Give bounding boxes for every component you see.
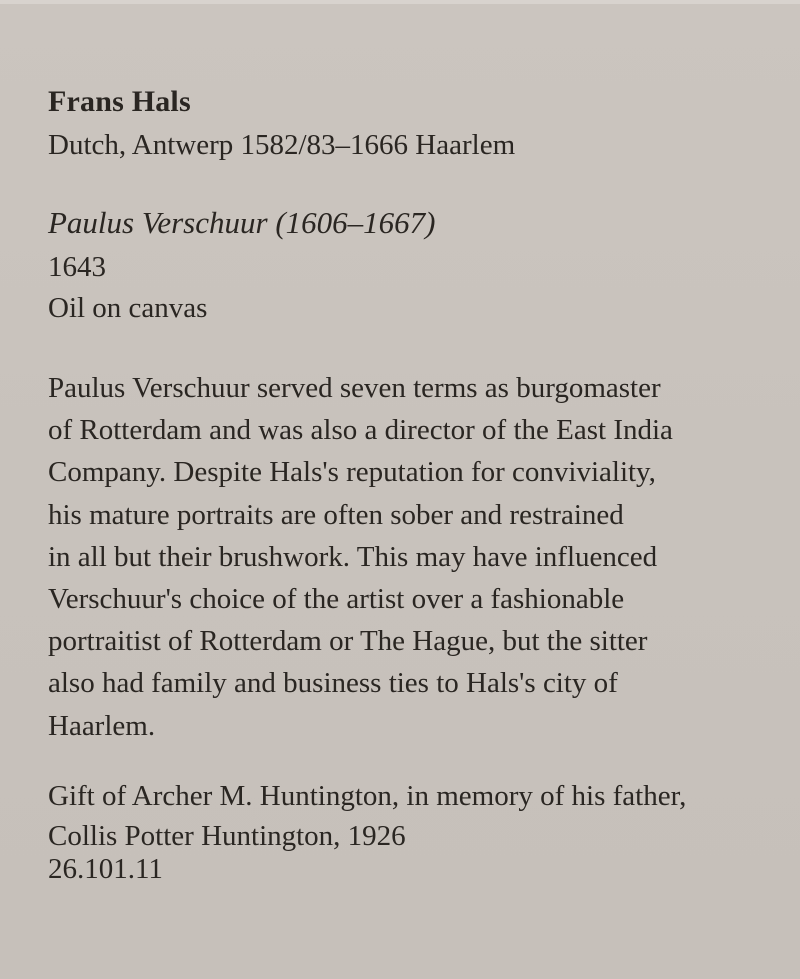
artist-nationality-dates: Dutch, Antwerp 1582/83–1666 Haarlem bbox=[48, 129, 516, 161]
description-line: Paulus Verschuur served seven terms as burgomaster bbox=[48, 372, 661, 404]
description-line: Verschuur's choice of the artist over a fashionable bbox=[48, 583, 625, 616]
artist-name: Frans Hals bbox=[48, 85, 191, 118]
description-line: of Rotterdam and was also a director of the East India bbox=[48, 414, 673, 447]
description-line: his mature portraits are often sober and restrained bbox=[48, 498, 624, 531]
description-line: in all but their brushwork. This may have influenced bbox=[48, 540, 658, 573]
description-line: Company. Despite Hals's reputation for conviviality, bbox=[48, 456, 656, 489]
description-paragraph bbox=[48, 367, 788, 747]
description-line: Haarlem. bbox=[48, 709, 156, 742]
credit-line-text: Gift of Archer M. Huntington, in memory of his father, bbox=[48, 780, 687, 812]
credit-line bbox=[48, 776, 788, 856]
artwork-medium: Oil on canvas bbox=[48, 292, 208, 324]
artwork-title: Paulus Verschuur (1606–1667) bbox=[48, 205, 436, 240]
credit-line-text: Collis Potter Huntington, 1926 bbox=[48, 820, 406, 852]
accession-number: 26.101.11 bbox=[48, 853, 163, 885]
description-line: also had family and business ties to Hals's city of bbox=[48, 667, 618, 700]
description-line: portraitist of Rotterdam or The Hague, but the sitter bbox=[48, 625, 648, 658]
artwork-date: 1643 bbox=[48, 251, 106, 283]
